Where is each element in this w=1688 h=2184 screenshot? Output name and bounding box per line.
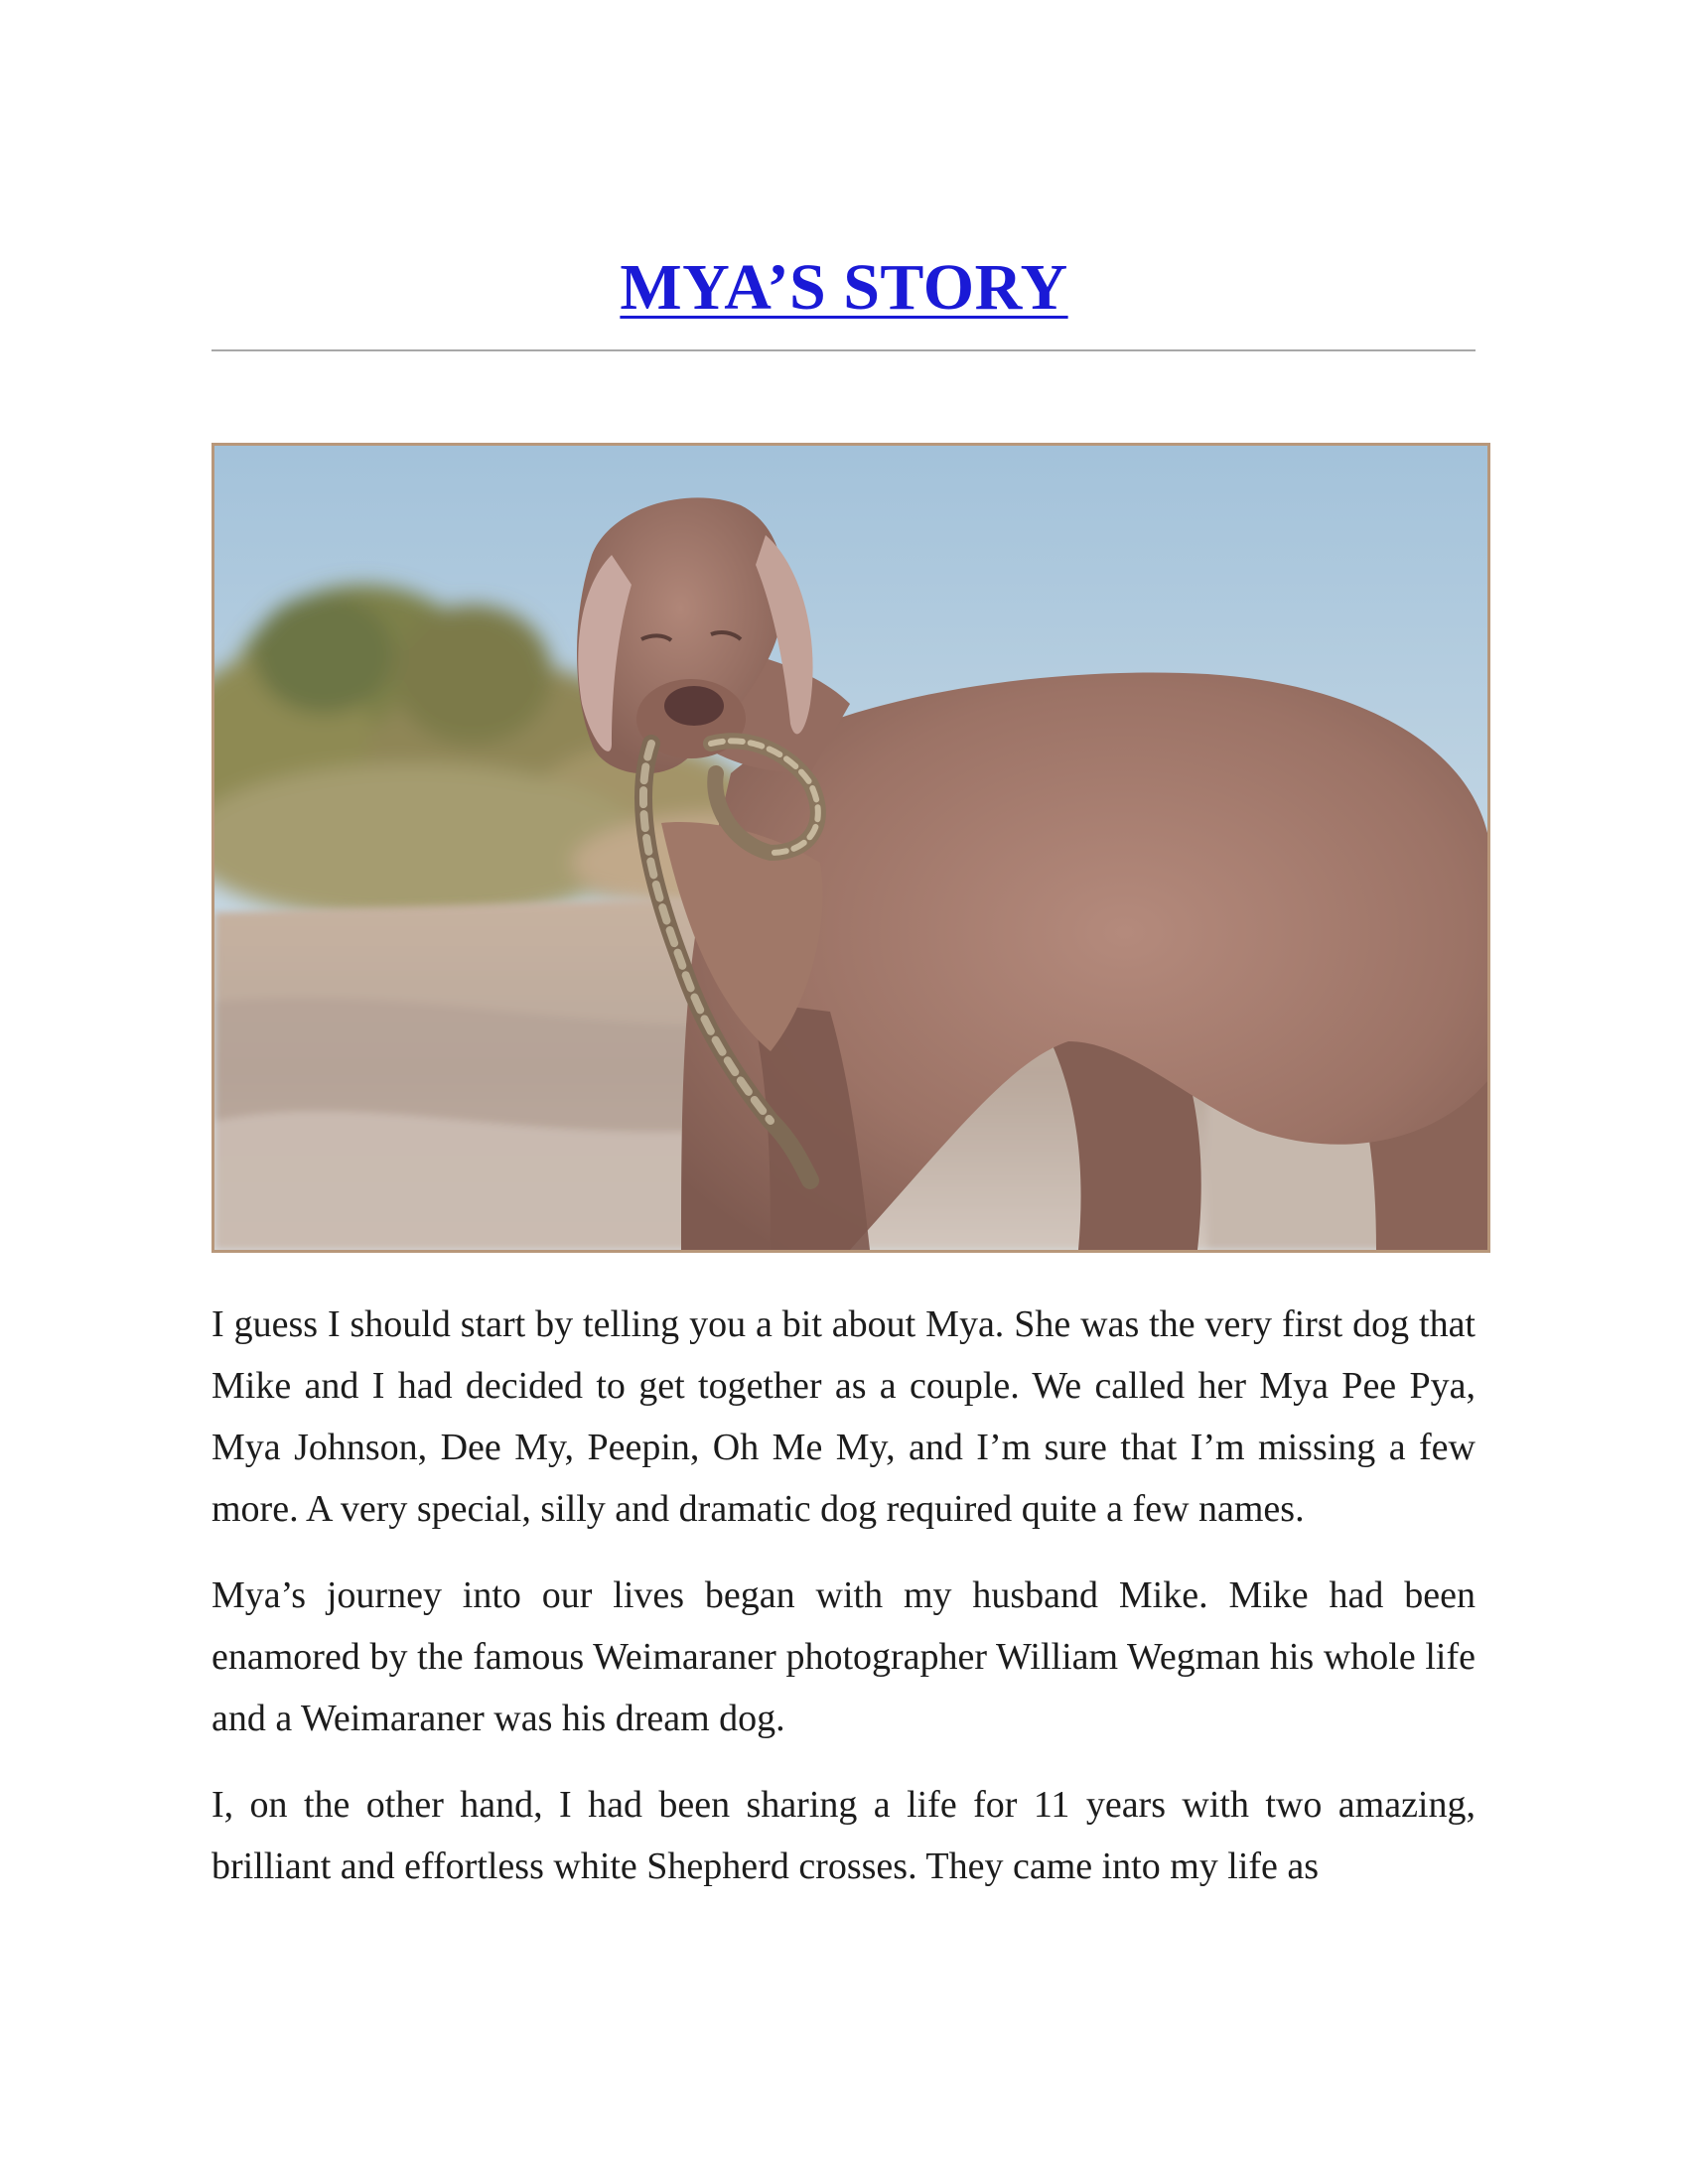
story-body	[211, 1294, 1476, 1922]
paragraph-shepherds: I, on the other hand, I had been sharing a life for 11 years with two amazing, brilliant and effortless white Shepherd crosses. They came into my life as	[211, 1784, 1476, 1887]
paragraph-intro: I guess I should start by telling you a bit about Mya. She was the very first dog that Mike and I had decided to get together as a couple. We called her Mya Pee Pya, Mya Johnson, Dee My, Peepin, Oh Me My, and I’m sure that I’m missing a few more. A very special, silly and dramatic dog required quite a few names.	[211, 1303, 1476, 1530]
paragraph-journey: Mya’s journey into our lives began with my husband Mike. Mike had been enamored by the famous Weimaraner photographer William Wegman his whole life and a Weimaraner was his dream dog.	[211, 1574, 1476, 1739]
page-title: MYA’S STORY	[620, 251, 1068, 324]
dog-photo-illustration	[214, 446, 1487, 1250]
title-divider	[211, 349, 1476, 351]
dog-photo	[211, 443, 1490, 1253]
